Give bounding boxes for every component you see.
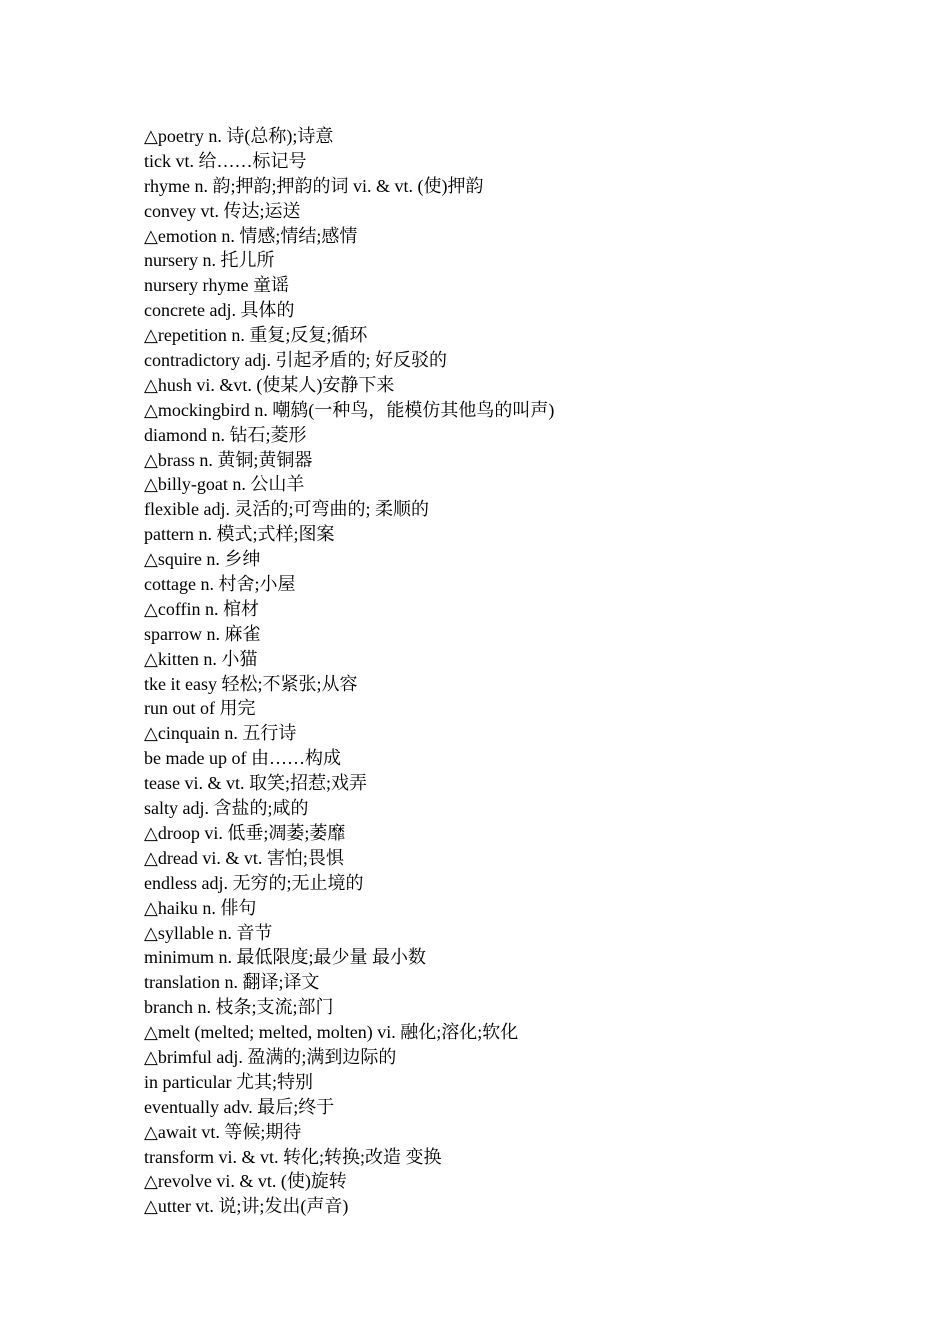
- vocab-entry: △dread vi. & vt. 害怕;畏惧: [144, 847, 344, 868]
- vocab-entry: △hush vi. &vt. (使某人)安静下来: [144, 374, 395, 395]
- vocab-entry: transform vi. & vt. 转化;转换;改造 变换: [144, 1146, 442, 1167]
- vocab-entry: contradictory adj. 引起矛盾的; 好反驳的: [144, 350, 447, 371]
- vocab-entry: minimum n. 最低限度;最少量 最小数: [144, 947, 427, 968]
- vocab-entry: branch n. 枝条;支流;部门: [144, 997, 334, 1018]
- vocab-entry: eventually adv. 最后;终于: [144, 1096, 335, 1117]
- vocab-entry: △repetition n. 重复;反复;循环: [144, 325, 368, 346]
- vocab-entry: sparrow n. 麻雀: [144, 623, 261, 644]
- vocab-entry: △haiku n. 俳句: [144, 897, 257, 918]
- vocab-entry: pattern n. 模式;式样;图案: [144, 524, 335, 545]
- vocab-entry: △cinquain n. 五行诗: [144, 723, 297, 744]
- vocab-entry: △brass n. 黄铜;黄铜器: [144, 449, 313, 470]
- vocab-entry: diamond n. 钻石;菱形: [144, 424, 307, 445]
- vocab-entry: △await vt. 等候;期待: [144, 1121, 302, 1142]
- vocab-entry: in particular 尤其;特别: [144, 1071, 313, 1092]
- vocab-entry: △revolve vi. & vt. (使)旋转: [144, 1171, 347, 1192]
- vocab-entry: tease vi. & vt. 取笑;招惹;戏弄: [144, 773, 367, 794]
- vocab-entry: run out of 用完: [144, 698, 256, 719]
- vocab-entry: endless adj. 无穷的;无止境的: [144, 872, 364, 893]
- vocab-entry: salty adj. 含盐的;咸的: [144, 798, 309, 819]
- vocab-entry: △kitten n. 小猫: [144, 648, 258, 669]
- vocab-entry: △brimful adj. 盈满的;满到边际的: [144, 1046, 397, 1067]
- vocab-entry: be made up of 由……构成: [144, 748, 341, 769]
- vocab-entry: flexible adj. 灵活的;可弯曲的; 柔顺的: [144, 499, 429, 520]
- vocab-entry: translation n. 翻译;译文: [144, 972, 320, 993]
- vocab-entry: △coffin n. 棺材: [144, 598, 259, 619]
- vocab-entry: rhyme n. 韵;押韵;押韵的词 vi. & vt. (使)押韵: [144, 175, 484, 196]
- vocab-entry: convey vt. 传达;运送: [144, 200, 301, 221]
- vocab-entry: cottage n. 村舍;小屋: [144, 574, 296, 595]
- vocab-entry: △utter vt. 说;讲;发出(声音): [144, 1196, 349, 1217]
- vocab-entry: △squire n. 乡绅: [144, 549, 261, 570]
- vocab-entry: △billy-goat n. 公山羊: [144, 474, 305, 495]
- vocab-entry: concrete adj. 具体的: [144, 300, 295, 321]
- vocab-entry: △syllable n. 音节: [144, 922, 273, 943]
- vocab-entry: △melt (melted; melted, molten) vi. 融化;溶化;软化: [144, 1022, 519, 1043]
- vocabulary-list: [144, 124, 904, 1219]
- vocab-entry: tke it easy 轻松;不紧张;从容: [144, 673, 358, 694]
- vocab-entry: △poetry n. 诗(总称);诗意: [144, 126, 334, 146]
- vocab-entry: tick vt. 给……标记号: [144, 150, 307, 171]
- vocab-entry: △emotion n. 情感;情结;感情: [144, 225, 358, 246]
- vocab-entry: △mockingbird n. 嘲鸫(一种鸟，能模仿其他鸟的叫声): [144, 399, 555, 420]
- vocab-entry: nursery n. 托儿所: [144, 250, 275, 271]
- vocab-entry: nursery rhyme 童谣: [144, 275, 289, 296]
- vocab-entry: △droop vi. 低垂;凋萎;萎靡: [144, 822, 346, 843]
